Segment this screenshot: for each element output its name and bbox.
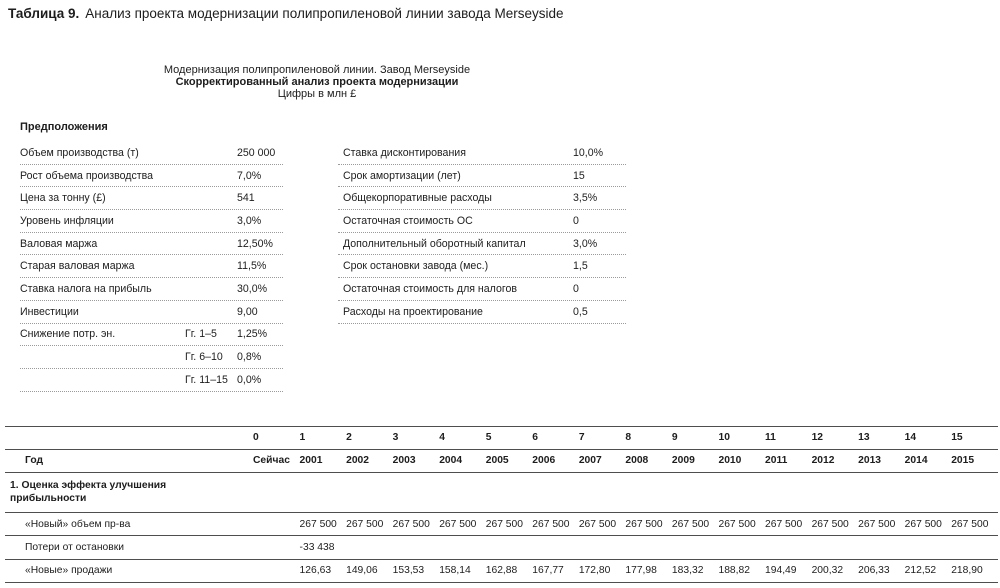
assumption-label: Общекорпоративные расходы [343,192,492,205]
assumption-label: Валовая маржа [20,237,98,250]
column-index-cell: 0 [253,432,259,444]
assumption-row [338,187,626,210]
assumption-label: Уровень инфляции [20,214,114,227]
column-index-cell: 10 [718,432,730,444]
assumption-value: 1,25% [237,328,268,341]
assumption-row [20,301,283,324]
value-cell: 267 500 [811,518,849,530]
value-cell: 194,49 [765,565,797,577]
value-cell: 167,77 [532,565,564,577]
value-cell: 162,88 [485,565,518,577]
assumptions-right-table [338,142,626,324]
column-index-cell: 12 [811,432,824,444]
assumption-label: Остаточная стоимость ОС [343,214,473,227]
assumption-value: 0 [573,214,579,227]
value-cell: 177,98 [625,565,657,577]
value-cell: 200,32 [811,565,844,577]
value-cell: 267 500 [765,518,803,530]
year-cell: 2013 [858,455,882,467]
assumption-label: Старая валовая маржа [20,260,135,273]
assumption-row [20,346,283,369]
column-index-cell: 14 [904,432,917,444]
year-cell: 2012 [811,455,835,467]
assumption-sublabel: Гг. 11–15 [185,373,228,386]
year-cell: 2011 [765,455,788,467]
assumptions-heading: Предположения [20,121,108,133]
year-cell: 2002 [346,455,370,467]
value-cell: 267 500 [625,518,663,530]
value-cell: 172,80 [578,565,611,577]
value-cell: 267 500 [485,518,523,530]
assumption-value: 10,0% [573,146,604,159]
value-cell: 126,63 [299,565,332,577]
assumption-row [20,187,283,210]
column-index-cell: 7 [578,432,585,444]
column-index-cell: 8 [625,432,632,444]
assumption-value: 7,0% [237,169,262,182]
assumption-row [20,210,283,233]
value-cell: 267 500 [439,518,477,530]
subtitle-line-2: Скорректированный анализ проекта модернизации [175,75,459,88]
section-heading: 1. Оценка эффекта улучшения прибыльности [10,480,167,504]
data-row-label: «Новый» объем пр-ва [25,518,131,530]
assumption-row [338,233,626,256]
assumption-row [338,301,626,324]
year-cell: 2006 [532,455,556,467]
value-cell: 212,52 [904,565,937,577]
assumption-value: 0,0% [237,373,262,386]
data-row-label: «Новые» продажи [25,565,113,577]
value-cell: 218,90 [951,565,983,577]
subtitle-line-3: Цифры в млн £ [277,87,357,100]
value-cell: 206,33 [858,565,890,577]
year-cell: 2005 [485,455,509,467]
assumption-value: 1,5 [573,260,588,273]
assumption-value: 11,5% [237,260,267,273]
column-index-cell: 11 [765,432,776,444]
assumption-value: 3,0% [573,237,598,250]
assumption-value: 15 [573,169,585,182]
assumption-value: 3,0% [237,214,262,227]
value-cell: -33 438 [299,541,335,553]
year-cell: 2004 [439,455,463,467]
assumption-label: Срок амортизации (лет) [343,169,461,182]
year-cell: 2015 [951,455,975,467]
assumption-row [20,165,283,188]
assumptions-left-table [20,142,283,392]
year-cell: 2008 [625,455,649,467]
assumption-label: Ставка налога на прибыль [20,282,152,295]
value-cell: 153,53 [392,565,425,577]
column-index-row [5,427,998,450]
assumption-value: 0,5 [573,305,588,318]
value-cell: 267 500 [904,518,942,530]
column-index-cell: 6 [532,432,539,444]
assumption-value: 9,00 [237,305,258,318]
assumption-value: 3,5% [573,192,598,205]
assumption-sublabel: Гг. 1–5 [185,328,217,341]
assumption-row [20,369,283,392]
column-index-cell: 13 [858,432,870,444]
assumption-value: 541 [237,192,255,205]
assumption-row [338,165,626,188]
assumption-label: Срок остановки завода (мес.) [343,260,489,273]
year-cell: Сейчас [253,455,290,467]
value-cell: 267 500 [392,518,430,530]
year-cell: 2001 [299,455,323,467]
year-cell: 2014 [904,455,928,467]
column-index-cell: 5 [485,432,492,444]
assumption-label: Ставка дисконтирования [343,146,466,159]
assumption-row [20,255,283,278]
assumption-row [20,142,283,165]
year-row-label: Год [25,455,44,467]
assumption-row [338,278,626,301]
value-cell: 267 500 [671,518,710,530]
year-cell: 2003 [392,455,416,467]
value-cell: 267 500 [346,518,384,530]
assumption-label: Остаточная стоимость для налогов [343,282,518,295]
assumption-label: Рост объема производства [20,169,154,182]
data-row [5,536,998,559]
table-caption-text: Анализ проекта модернизации полипропиленовой линии завода Merseyside [85,6,564,21]
value-cell: 267 500 [951,518,989,530]
assumption-value: 30,0% [237,282,268,295]
assumption-label: Дополнительный оборотный капитал [343,237,526,250]
assumption-row [20,278,283,301]
assumption-row [338,255,626,278]
data-row [5,513,998,536]
assumption-label: Объем производства (т) [20,146,139,159]
value-cell: 183,32 [671,565,704,577]
value-cell: 149,06 [346,565,378,577]
assumption-value: 0,8% [237,351,262,364]
value-cell: 188,82 [718,565,750,577]
value-cell: 267 500 [532,518,570,530]
assumption-row [338,142,626,165]
assumption-row [20,233,283,256]
assumption-sublabel: Гг. 6–10 [185,351,223,364]
table-caption [8,6,564,21]
value-cell: 267 500 [858,518,896,530]
value-cell: 158,14 [439,565,471,577]
column-index-cell: 3 [392,432,399,444]
year-cell: 2007 [578,455,602,467]
assumption-row [338,210,626,233]
assumption-label: Снижение потр. эн. [20,328,116,341]
year-cell: 2010 [718,455,742,467]
table-caption-number: Таблица 9. [8,6,80,21]
value-cell: 267 500 [578,518,617,530]
assumption-value: 0 [573,282,579,295]
year-cell: 2009 [671,455,695,467]
column-index-cell: 9 [671,432,678,444]
assumption-value: 250 000 [237,146,276,159]
data-row-label: Потери от остановки [25,541,124,553]
assumption-label: Расходы на проектирование [343,305,483,318]
year-row [5,450,998,474]
column-index-cell: 2 [346,432,352,444]
projection-table [5,426,998,583]
assumption-label: Цена за тонну (£) [20,192,106,205]
assumption-row [20,324,283,347]
data-row [5,560,998,583]
report-subtitle [8,65,626,100]
column-index-cell: 4 [439,432,445,444]
assumption-value: 12,50% [237,237,273,250]
section-heading-row [5,473,998,513]
subtitle-line-1: Модернизация полипропиленовой линии. Завод Merseyside [163,64,471,76]
column-index-cell: 1 [299,432,306,444]
assumption-label: Инвестиции [20,305,79,318]
column-index-cell: 15 [951,432,963,444]
value-cell: 267 500 [299,518,337,530]
value-cell: 267 500 [718,518,756,530]
